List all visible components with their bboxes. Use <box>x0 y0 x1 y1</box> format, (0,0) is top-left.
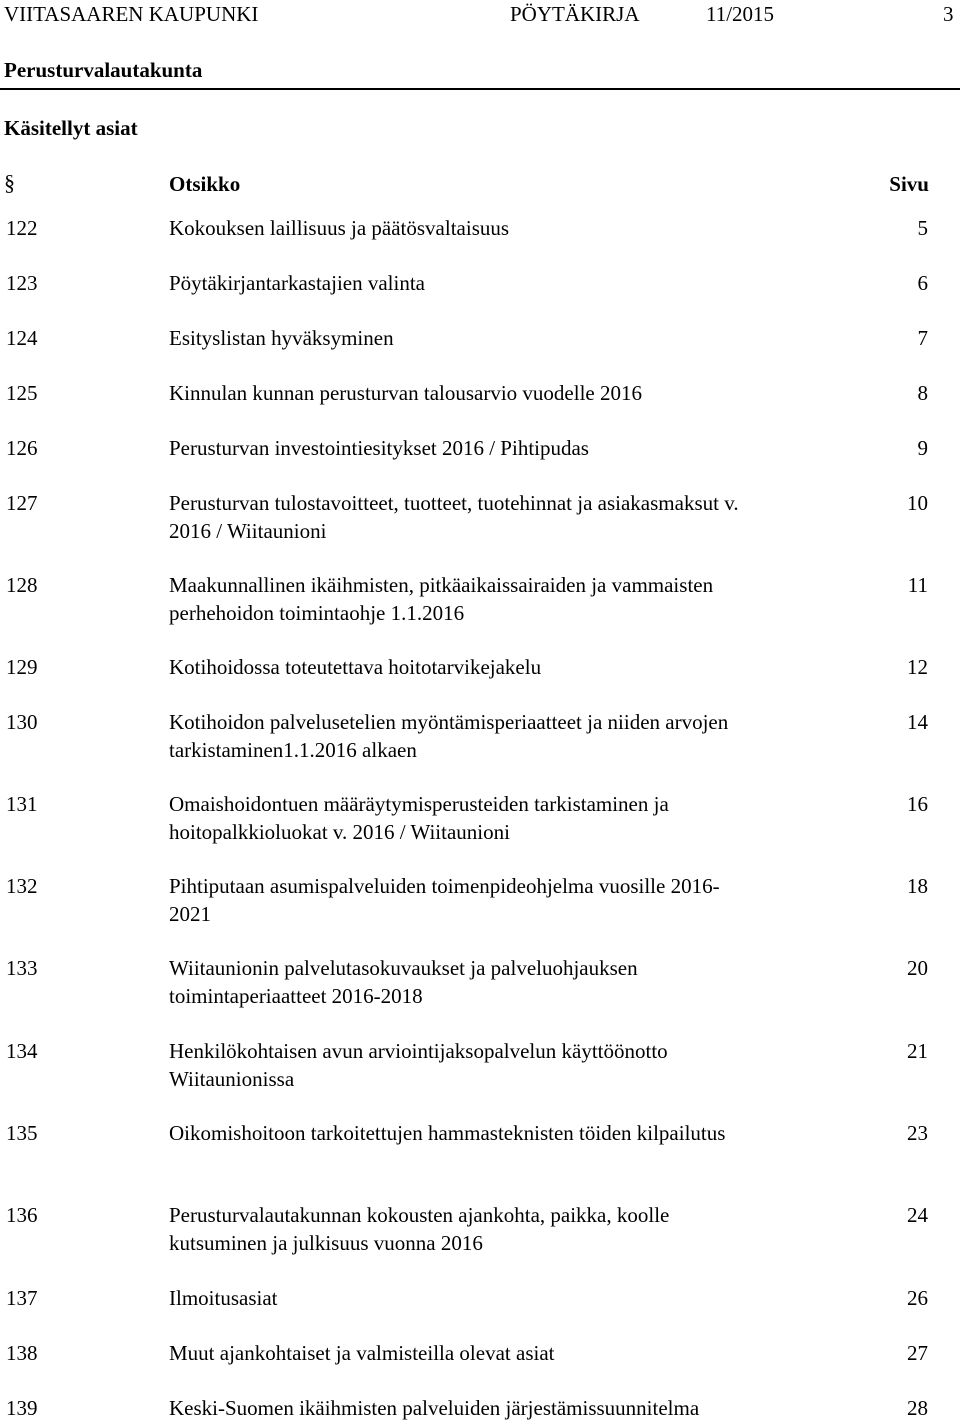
agenda-item-title: Keski-Suomen ikäihmisten palveluiden järjestämissuunnitelma <box>169 1396 700 1420</box>
agenda-item-title: Ilmoitusasiat <box>169 1286 278 1310</box>
agenda-item-title: Kotihoidossa toteutettava hoitotarvikejakelu <box>169 655 542 679</box>
agenda-item-number: 129 <box>6 655 38 679</box>
agenda-item-number: 134 <box>6 1039 38 1063</box>
agenda-item-page: 26 <box>907 1286 928 1310</box>
agenda-item-page: 27 <box>907 1341 928 1365</box>
agenda-item-page: 12 <box>907 655 928 679</box>
agenda-item-number: 133 <box>6 956 38 980</box>
agenda-item-number: 136 <box>6 1203 38 1227</box>
agenda-item-title: Wiitaunionin palvelutasokuvaukset ja palveluohjauksen toimintaperiaatteet 2016-2018 <box>169 956 638 1008</box>
agenda-item-page: 16 <box>907 792 928 816</box>
agenda-item-title: Oikomishoitoon tarkoitettujen hammasteknisten töiden kilpailutus <box>169 1121 726 1145</box>
agenda-item-number: 130 <box>6 710 38 734</box>
agenda-item-title: Kotihoidon palvelusetelien myöntämisperiaatteet ja niiden arvojen tarkistaminen1.1.2016 alkaen <box>169 710 729 762</box>
agenda-item-title: Perusturvalautakunnan kokousten ajankohta, paikka, koolle kutsuminen ja julkisuus vuonna 2016 <box>169 1203 670 1255</box>
agenda-item-page: 28 <box>907 1396 928 1420</box>
agenda-item-page: 21 <box>907 1039 928 1063</box>
agenda-item-page: 11 <box>907 573 928 597</box>
agenda-item-page: 7 <box>917 326 928 350</box>
agenda-item-title: Omaishoidontuen määräytymisperusteiden tarkistaminen ja hoitopalkkioluokat v. 2016 / Wiitaunioni <box>169 792 669 844</box>
agenda-item-number: 124 <box>6 326 38 350</box>
agenda-item-number: 137 <box>6 1286 38 1310</box>
agenda-item-page: 10 <box>907 491 928 515</box>
agenda-item-page: 20 <box>907 956 928 980</box>
agenda-item-number: 125 <box>6 381 38 405</box>
agenda-item-number: 126 <box>6 436 38 460</box>
agenda-item-number: 131 <box>6 792 38 816</box>
document-header <box>0 0 960 30</box>
agenda-item-page: 9 <box>917 436 928 460</box>
header-city: VIITASAAREN KAUPUNKI <box>4 2 259 26</box>
header-divider <box>0 88 960 90</box>
agenda-item-number: 127 <box>6 491 38 515</box>
header-doc-number: 11/2015 <box>706 2 775 26</box>
agenda-item-page: 8 <box>917 381 928 405</box>
agenda-item-page: 6 <box>917 271 928 295</box>
header-page-number: 3 <box>943 2 954 26</box>
committee-name: Perusturvalautakunta <box>4 58 203 82</box>
agenda-item-page: 23 <box>907 1121 928 1145</box>
agenda-item-number: 132 <box>6 874 38 898</box>
column-header-page: Sivu <box>889 172 929 196</box>
agenda-item-title: Muut ajankohtaiset ja valmisteilla olevat asiat <box>169 1341 555 1365</box>
column-header-title: Otsikko <box>169 172 241 196</box>
agenda-item-page: 5 <box>917 216 928 240</box>
agenda-item-number: 123 <box>6 271 38 295</box>
agenda-item-title: Pihtiputaan asumispalveluiden toimenpideohjelma vuosille 2016-2021 <box>169 874 720 926</box>
agenda-item-number: 128 <box>6 573 38 597</box>
agenda-item-title: Kokouksen laillisuus ja päätösvaltaisuus <box>169 216 510 240</box>
agenda-item-page: 14 <box>907 710 928 734</box>
agenda-item-title: Maakunnallinen ikäihmisten, pitkäaikaissairaiden ja vammaisten perhehoidon toimintaohje 1.1.2016 <box>169 573 714 625</box>
agenda-item-title: Henkilökohtaisen avun arviointijaksopalvelun käyttöönotto Wiitaunionissa <box>169 1039 668 1091</box>
agenda-item-number: 139 <box>6 1396 38 1420</box>
agenda-item-title: Pöytäkirjantarkastajien valinta <box>169 271 425 295</box>
agenda-item-title: Kinnulan kunnan perusturvan talousarvio vuodelle 2016 <box>169 381 642 405</box>
agenda-item-page: 18 <box>907 874 928 898</box>
section-symbol-header: § <box>4 170 15 195</box>
header-doc-type: PÖYTÄKIRJA <box>510 2 640 26</box>
agenda-item-title: Esityslistan hyväksyminen <box>169 326 394 350</box>
agenda-item-number: 135 <box>6 1121 38 1145</box>
agenda-item-title: Perusturvan investointiesitykset 2016 / Pihtipudas <box>169 436 589 460</box>
agenda-item-number: 122 <box>6 216 38 240</box>
agenda-item-page: 24 <box>907 1203 928 1227</box>
section-title: Käsitellyt asiat <box>4 116 138 140</box>
agenda-item-number: 138 <box>6 1341 38 1365</box>
agenda-item-title: Perusturvan tulostavoitteet, tuotteet, tuotehinnat ja asiakasmaksut v. 2016 / Wiitaunioni <box>169 491 739 543</box>
